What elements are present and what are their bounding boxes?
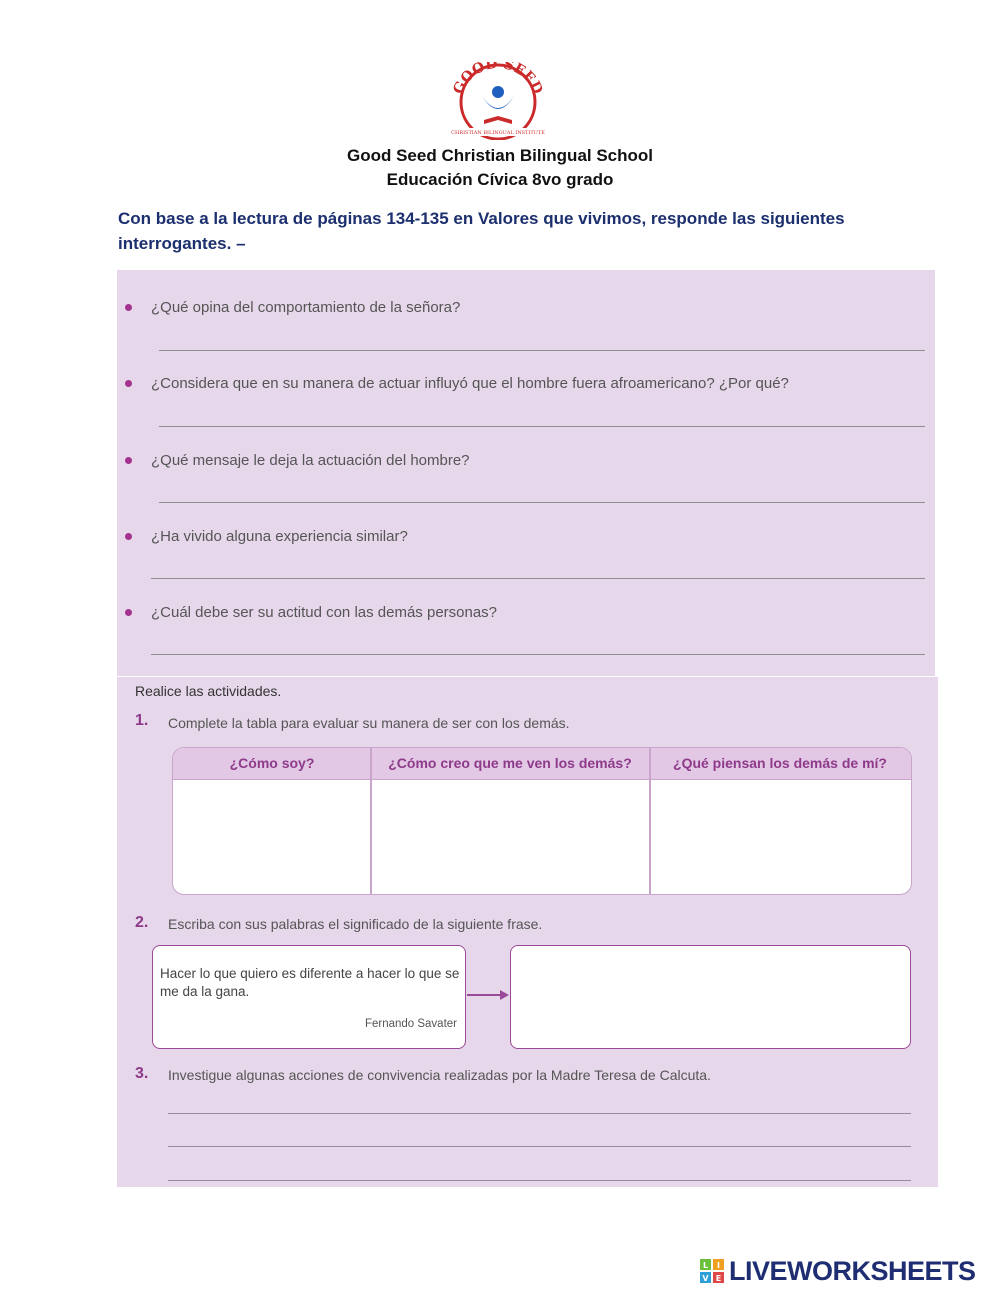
table-header (173, 748, 911, 780)
table-answer-cell[interactable] (651, 781, 911, 894)
question-text: ¿Cuál debe ser su actitud con las demás personas? (151, 604, 498, 621)
icon-letter: L (702, 1261, 709, 1270)
writing-line[interactable] (168, 1113, 911, 1114)
answer-line[interactable] (151, 578, 925, 579)
table-header-cell: ¿Cómo soy? (229, 755, 315, 771)
bullet-icon (125, 533, 132, 540)
table-answer-cell[interactable] (173, 781, 370, 894)
question-text: ¿Ha vivido alguna experiencia similar? (151, 528, 408, 545)
table-header-cell: ¿Qué piensan los demás de mí? (673, 755, 887, 771)
self-evaluation-table (172, 747, 912, 895)
bullet-icon (125, 609, 132, 616)
question-text: ¿Qué opina del comportamiento de la señora? (151, 299, 461, 316)
table-answer-cell[interactable] (372, 781, 649, 894)
liveworksheets-brand (700, 1256, 992, 1286)
activity-number: 3. (135, 1065, 149, 1082)
answer-line[interactable] (159, 426, 925, 427)
logo-arc-text: GOOD SEED (450, 62, 546, 97)
brand-name: LIVEWORKSHEETS (729, 1256, 976, 1286)
icon-letter: E (715, 1274, 722, 1283)
icon-letter: I (717, 1261, 720, 1270)
arrow-right-icon (466, 988, 510, 1002)
instructions: Con base a la lectura de páginas 134-135 en Valores que vivimos, responde las siguientes interrogantes. – (118, 209, 845, 253)
table-header-cell: ¿Cómo creo que me ven los demás? (388, 755, 632, 771)
school-name: Good Seed Christian Bilingual School (346, 146, 654, 165)
activity-text: Escriba con sus palabras el significado de la siguiente frase. (168, 916, 543, 932)
activities-title: Realice las actividades. (135, 683, 282, 699)
activities-panel (117, 677, 938, 1187)
activity-text: Complete la tabla para evaluar su manera de ser con los demás. (168, 715, 570, 731)
writing-line[interactable] (168, 1146, 911, 1147)
quote-text: Hacer lo que quiero es diferente a hacer lo que se me da la gana. (160, 966, 460, 999)
liveworksheets-logo-icon (700, 1259, 724, 1283)
question-text: ¿Considera que en su manera de actuar influyó que el hombre fuera afroamericano? ¿Por qué? (151, 375, 789, 392)
bullet-icon (125, 457, 132, 464)
activity-text: Investigue algunas acciones de convivencia realizadas por la Madre Teresa de Calcuta. (168, 1067, 711, 1083)
activity-number: 2. (135, 914, 149, 931)
answer-line[interactable] (159, 502, 925, 503)
logo-bottom-text: CHRISTIAN BILINGUAL INSTITUTE (451, 130, 545, 136)
subject-title: Educación Cívica 8vo grado (386, 170, 614, 189)
quote-author: Fernando Savater (364, 1018, 457, 1030)
bullet-icon (125, 304, 132, 311)
quote-answer-box[interactable] (510, 945, 911, 1049)
answer-line[interactable] (159, 350, 925, 351)
bullet-icon (125, 380, 132, 387)
school-logo (446, 62, 550, 140)
activity-number: 1. (135, 712, 149, 729)
icon-letter: V (702, 1274, 709, 1283)
quote-box (152, 945, 466, 1049)
writing-line[interactable] (168, 1180, 911, 1181)
question-text: ¿Qué mensaje le deja la actuación del hombre? (151, 452, 470, 469)
answer-line[interactable] (151, 654, 925, 655)
questions-panel (117, 270, 935, 676)
